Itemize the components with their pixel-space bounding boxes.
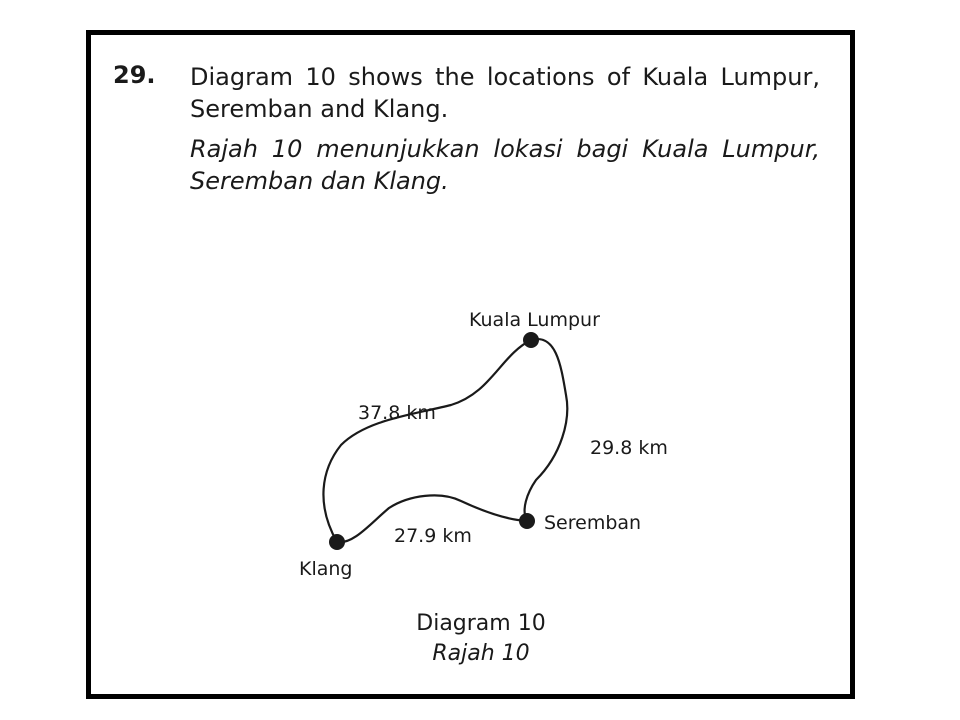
diagram-caption [401, 609, 561, 669]
question-frame [86, 30, 855, 699]
route-kuala-lumpur-seremban [525, 339, 568, 521]
location-marker-seremban [519, 513, 535, 529]
place-label-seremban: Seremban [544, 512, 642, 534]
route-diagram [91, 35, 850, 694]
question-number: 29. [113, 61, 156, 89]
distance-label-klang-seremban: 27.9 km [394, 525, 472, 547]
place-label-klang: Klang [299, 558, 353, 580]
place-label-kuala-lumpur: Kuala Lumpur [469, 309, 600, 331]
distance-label-klang-kuala-lumpur: 37.8 km [358, 402, 436, 424]
caption-english: Diagram 10 [416, 611, 546, 636]
caption-malay: Rajah 10 [432, 641, 530, 666]
distance-label-kuala-lumpur-seremban: 29.8 km [590, 437, 668, 459]
question-text-english: Diagram 10 shows the locations of Kuala Lumpur, Seremban and Klang. [190, 63, 820, 123]
location-marker-klang [329, 534, 345, 550]
question-text-malay: Rajah 10 menunjukkan lokasi bagi Kuala Lumpur, Seremban dan Klang. [190, 135, 820, 195]
route-klang-kuala-lumpur [323, 340, 531, 542]
location-marker-kuala-lumpur [523, 332, 539, 348]
